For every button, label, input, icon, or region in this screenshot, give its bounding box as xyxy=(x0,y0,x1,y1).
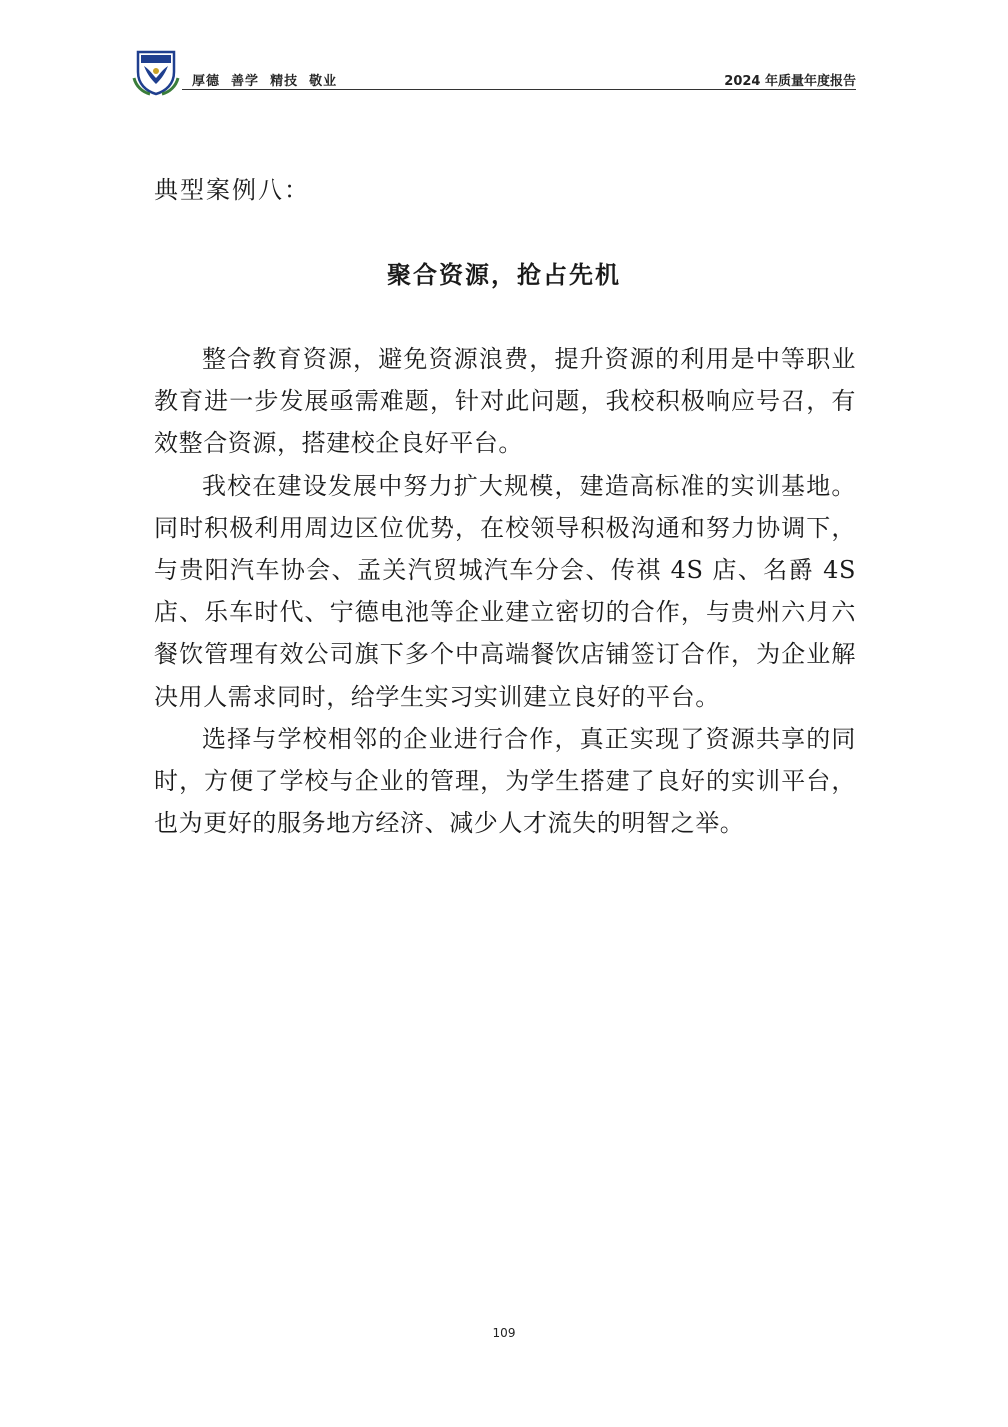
page-header xyxy=(132,46,856,94)
report-title: 2024 年质量年度报告 xyxy=(724,74,856,89)
case-title: 聚合资源，抢占先机 xyxy=(387,260,621,289)
school-motto: 厚德 善学 精技 敬业 xyxy=(192,74,338,89)
paragraph-2: 我校在建设发展中努力扩大规模，建造高标准的实训基地。同时积极利用周边区位优势，在校领导积极沟通和努力协调下，与贵阳汽车协会、孟关汽贸城汽车分会、传祺 4S 店、名爵 4S 店、乐车时代、宁德电池等企业建立密切的合作，与贵州六月六餐饮管理有效公司旗下多个中高端餐饮店铺签订合作，为企业解决用人需求同时，给学生实习实训建立良好的平台。 xyxy=(154,471,856,711)
page-number: 109 xyxy=(492,1326,516,1340)
school-logo-icon xyxy=(132,48,180,96)
paragraph-1: 整合教育资源，避免资源浪费，提升资源的利用是中等职业教育进一步发展亟需难题，针对此问题，我校积极响应号召，有效整合资源，搭建校企良好平台。 xyxy=(154,345,856,458)
header-divider xyxy=(182,89,856,90)
paragraph-3: 选择与学校相邻的企业进行合作，真正实现了资源共享的同时，方便了学校与企业的管理，为学生搭建了良好的实训平台，也为更好的服务地方经济、减少人才流失的明智之举。 xyxy=(154,724,856,838)
case-body xyxy=(154,338,856,844)
case-label: 典型案例八： xyxy=(154,176,310,204)
